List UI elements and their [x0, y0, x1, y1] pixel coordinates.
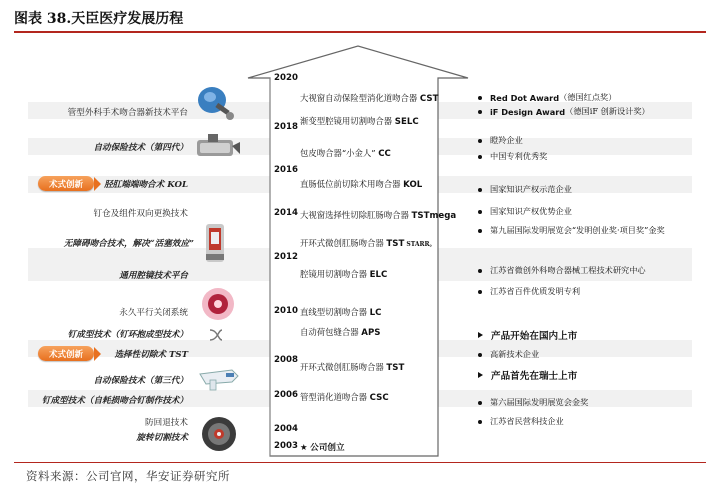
product-code: TST — [386, 363, 405, 373]
source-note: 资料来源：公司官网，华安证券研究所 — [26, 469, 230, 483]
honor-item — [478, 206, 572, 217]
tech-label: 钉成型技术（钉环抱成型技术） — [67, 330, 188, 340]
product-code: CC — [378, 149, 391, 159]
bullet-icon — [478, 229, 482, 233]
tech-label: 管型外科手术吻合器新技术平台 — [67, 108, 188, 118]
year-label: 2006 — [274, 390, 298, 400]
product-item — [300, 326, 380, 338]
year-label: 2012 — [274, 252, 298, 262]
honor-text: 产品首先在瑞士上市 — [491, 371, 578, 382]
tech-label: 自动保险技术（第四代） — [93, 143, 188, 153]
honor-item — [478, 184, 572, 195]
product-code: ELC — [369, 270, 388, 280]
product-item — [300, 268, 387, 280]
product-item — [300, 147, 391, 159]
year-label: 2016 — [274, 165, 298, 175]
product-name: 直肠低位前切除术用吻合器 — [300, 179, 404, 189]
product-name: 腔镜用切割吻合器 — [300, 269, 370, 279]
honor-item — [478, 135, 523, 146]
year-label: 2010 — [274, 306, 298, 316]
tech-label: 胫肛端端吻合术 KOL — [104, 180, 188, 190]
product-item — [300, 391, 389, 403]
page-title: 图表 38.天臣医疗发展历程 — [14, 11, 184, 27]
honor-item — [478, 397, 588, 408]
honor-text: 江苏省民营科技企业 — [490, 416, 564, 426]
tech-label: 永久平行关闭系统 — [119, 308, 188, 318]
arrow-right-icon — [478, 372, 483, 378]
honor-text: （德国iF 创新设计奖） — [565, 106, 650, 116]
honor-item — [478, 225, 665, 236]
product-name: 自动荷包缝合器 — [300, 327, 362, 337]
product-item — [300, 115, 419, 127]
badge-arrow-icon — [94, 347, 101, 361]
star-icon: ★ — [300, 442, 311, 452]
honor-item — [478, 92, 616, 103]
product-item — [300, 361, 404, 373]
bullet-icon — [478, 420, 482, 424]
bullet-icon — [478, 110, 482, 114]
year-label: 2003 — [274, 441, 298, 451]
product-code: TSTmega — [411, 211, 457, 221]
product-suffix: STARR。 — [404, 241, 436, 248]
bullet-icon — [478, 210, 482, 214]
honor-item — [478, 349, 539, 360]
product-code: KOL — [403, 180, 423, 190]
product-code: CST — [419, 94, 439, 104]
linear-stapler-device-image — [198, 414, 240, 454]
tech-label: 通用腔镜技术平台 — [119, 271, 188, 281]
bullet-icon — [478, 155, 482, 159]
honor-text: 第九届国际发明展览会“发明创业奖·项目奖”金奖 — [490, 225, 665, 235]
bullet-icon — [478, 401, 482, 405]
product-name: 包皮吻合器“小金人” — [300, 148, 379, 158]
staple-ring-icon — [206, 326, 226, 344]
tech-label: 自动保险技术（第三代） — [93, 376, 188, 386]
award-name: Red Dot Award — [490, 92, 560, 103]
bullet-icon — [478, 353, 482, 357]
year-label: 2004 — [274, 424, 298, 434]
arrow-right-icon — [478, 332, 483, 338]
product-item — [300, 92, 438, 104]
product-code: CSC — [369, 393, 389, 403]
product-item — [300, 178, 422, 190]
honor-text: 江苏省百件优质发明专利 — [490, 286, 581, 296]
honor-text: 江苏省微创外科吻合器械工程技术研究中心 — [490, 265, 646, 275]
product-name: 开环式微创肛肠吻合器 — [300, 362, 387, 372]
year-label: 2020 — [274, 73, 298, 83]
product-name: 大视窗自动保险型消化道吻合器 — [300, 93, 420, 103]
tech-label: 防回退技术 — [145, 418, 188, 428]
tech-label: 无障碍吻合技术，解决“活塞效应” — [63, 239, 194, 249]
product-name: 直线型切割吻合器 — [300, 307, 370, 317]
bullet-icon — [478, 290, 482, 294]
product-item — [300, 209, 456, 221]
year-label: 2008 — [274, 355, 298, 365]
bullet-icon — [478, 188, 482, 192]
product-name: 渐变型腔镜用切割吻合器 — [300, 116, 395, 126]
year-label: 2014 — [274, 208, 298, 218]
honor-text: 产品开始在国内上市 — [491, 331, 578, 342]
handle-device-image — [196, 366, 242, 392]
honor-text: 中国专利优秀奖 — [490, 151, 548, 161]
badge-arrow-icon — [94, 177, 101, 191]
award-name: iF Design Award — [490, 106, 566, 117]
honor-text: （德国红点奖） — [559, 92, 617, 102]
product-item — [300, 441, 345, 453]
rotary-device-image — [200, 286, 236, 322]
product-name: 公司创立 — [310, 443, 345, 453]
product-name: 管型消化道吻合器 — [300, 392, 370, 402]
product-code: LC — [369, 308, 382, 318]
bullet-icon — [478, 139, 482, 143]
honor-item — [478, 106, 650, 117]
honor-text: 瞪羚企业 — [490, 135, 523, 145]
surgical-cylinder-device-image — [200, 222, 230, 264]
honor-text: 国家知识产权示范企业 — [490, 184, 572, 194]
innovation-badge: 术式创新 — [38, 176, 94, 191]
product-code: TST — [386, 239, 405, 249]
bullet-icon — [478, 269, 482, 273]
honor-text: 第六届国际发明展览会金奖 — [490, 397, 589, 407]
tech-label: 钉仓及组件双向更换技术 — [93, 209, 188, 219]
footer-divider — [14, 462, 706, 463]
honor-item — [478, 416, 564, 427]
product-name: 大视窗选择性切除肛肠吻合器 — [300, 210, 412, 220]
honor-text: 高新技术企业 — [490, 349, 540, 359]
honor-item — [478, 265, 646, 276]
auto-safety-device-image — [194, 130, 242, 164]
product-code: SELC — [394, 117, 419, 127]
honor-item — [478, 328, 577, 342]
tech-label: 选择性切除术 TST — [114, 350, 188, 360]
bullet-icon — [478, 96, 482, 100]
product-code: APS — [361, 328, 381, 338]
product-item — [300, 306, 381, 318]
honor-item — [478, 368, 577, 382]
tubular-stapler-device-image — [192, 84, 238, 122]
tech-label: 旋转切割技术 — [136, 433, 188, 443]
product-name: 开环式微创肛肠吻合器 — [300, 238, 387, 248]
honor-text: 国家知识产权优势企业 — [490, 206, 572, 216]
honor-item — [478, 286, 580, 297]
year-label: 2018 — [274, 122, 298, 132]
product-item — [300, 237, 436, 249]
honor-item — [478, 151, 547, 162]
tech-label: 钉成型技术（自耗损吻合钉制作技术） — [41, 396, 188, 406]
innovation-badge: 术式创新 — [38, 346, 94, 361]
